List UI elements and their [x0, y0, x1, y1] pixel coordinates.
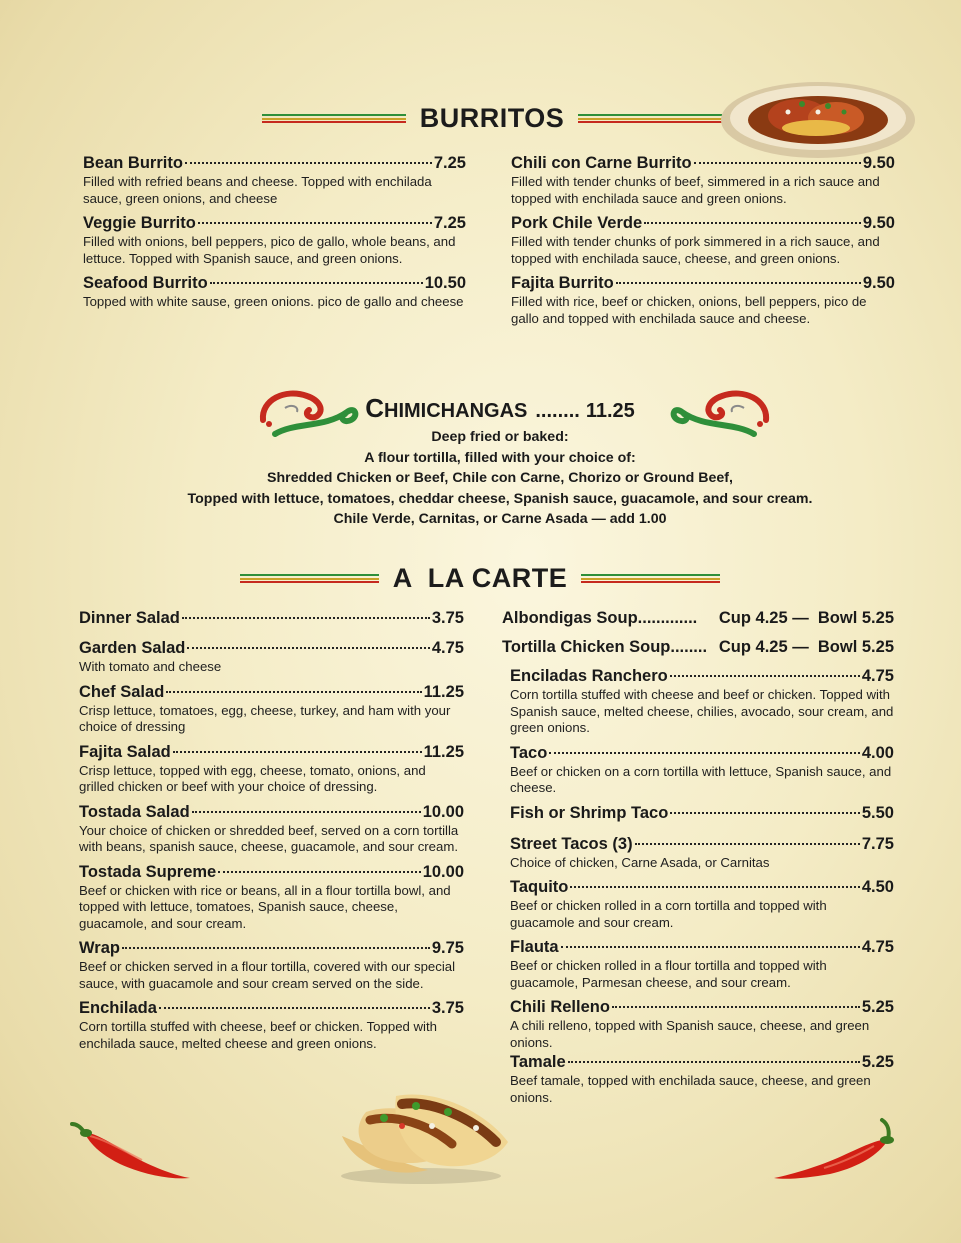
- menu-item-price: 5.25: [861, 998, 894, 1016]
- menu-item-name: Tortilla Chicken Soup: [502, 638, 671, 656]
- menu-item: [510, 666, 894, 737]
- menu-item-description: Beef or chicken served in a flour tortilla, covered with our special sauce, with guacamole and sour cream served on the side.: [79, 959, 456, 991]
- menu-item-name: Garden Salad: [79, 639, 186, 657]
- dot-leader: [670, 812, 860, 814]
- menu-item-name: Enchilada: [79, 999, 157, 1017]
- menu-item-description: Corn tortilla stuffed with cheese, beef or chicken. Topped with enchilada sauce, melted cheese and green onions.: [79, 1019, 437, 1051]
- tricolor-divider: [240, 574, 379, 583]
- dot-leader: [182, 617, 430, 619]
- tricolor-divider: [581, 574, 720, 583]
- dot-leader: [210, 282, 423, 284]
- dot-leader: [185, 162, 432, 164]
- menu-item-name: Enciladas Ranchero: [510, 667, 668, 685]
- menu-item: [510, 803, 894, 823]
- menu-item-name: Tostada Salad: [79, 802, 190, 821]
- chimichangas-line: Chile Verde, Carnitas, or Carne Asada — add 1.00: [333, 511, 667, 527]
- menu-item: [510, 743, 894, 797]
- menu-item-price: 3.75: [431, 999, 464, 1017]
- menu-item: [510, 877, 894, 931]
- menu-item-price: 7.25: [433, 214, 466, 232]
- menu-item-name: Tostada Supreme: [79, 862, 217, 881]
- menu-item: [510, 937, 894, 991]
- dot-leader: [173, 751, 422, 753]
- dot-leader: [644, 222, 861, 224]
- dot-leader: [570, 886, 860, 888]
- menu-item-price: 7.25: [433, 154, 466, 172]
- menu-item: [83, 153, 466, 207]
- menu-item-price: 5.50: [861, 803, 894, 822]
- chimichangas-description: [160, 427, 840, 530]
- menu-item-name: Fish or Shrimp Taco: [510, 803, 669, 822]
- menu-item-name: Dinner Salad: [79, 609, 180, 627]
- menu-item-description: Choice of chicken, Carne Asada, or Carnitas: [510, 854, 770, 870]
- menu-item: [511, 153, 895, 207]
- enchilada-plate-image: [718, 72, 918, 162]
- dot-leader: [549, 752, 860, 754]
- menu-item-name: Fajita Burrito: [511, 274, 614, 292]
- menu-item: [510, 997, 894, 1051]
- menu-item-price: 5.25: [861, 1053, 894, 1071]
- menu-item-price: 10.00: [422, 862, 464, 881]
- menu-item: [79, 608, 464, 628]
- dot-leader: [192, 811, 421, 813]
- chimichangas-line: A flour tortilla, filled with your choice of:: [364, 449, 636, 466]
- menu-item-price: Cup 4.25 — Bowl 5.25: [718, 638, 894, 656]
- chimichangas-line: Shredded Chicken or Beef, Chile con Carne, Chorizo or Ground Beef,: [267, 470, 733, 486]
- menu-item-description: Filled with tender chunks of beef, simmered in a rich sauce and topped with enchilada sauce and green onions.: [511, 174, 880, 206]
- menu-item-description: Topped with white sause, green onions. pico de gallo and cheese: [83, 294, 464, 309]
- dot-leader: [166, 691, 421, 693]
- menu-item-price: 11.25: [423, 682, 464, 701]
- menu-item-description: Filled with onions, bell peppers, pico de gallo, whole beans, and lettuce. Topped with Spanish sauce, and green onions.: [83, 234, 456, 266]
- a-la-carte-title: A LA CARTE: [392, 563, 568, 593]
- soup-item: [502, 608, 894, 628]
- menu-item-price: 4.75: [431, 639, 464, 657]
- menu-item-description: Filled with refried beans and cheese. Topped with enchilada sauce, green onions, and cheese: [83, 174, 432, 206]
- menu-item-name: Wrap: [79, 939, 120, 957]
- chimichangas-line: Deep fried or baked:: [431, 429, 569, 445]
- dot-leader: [122, 947, 430, 949]
- menu-item: [79, 998, 464, 1052]
- menu-item-description: Crisp lettuce, topped with egg, cheese, tomato, onions, and grilled chicken or beef with your choice of dressing.: [79, 762, 426, 794]
- menu-item-price: 11.25: [423, 742, 464, 761]
- menu-item-description: Your choice of chicken or shredded beef, served on a corn tortilla with beans, spanish sauce, cheese, guacamole, and sour cream.: [79, 822, 459, 854]
- menu-item: [510, 1052, 894, 1106]
- menu-item-description: Beef or chicken with rice or beans, all in a flour tortilla bowl, and topped with lettuce, tomatoes, Spanish sauce, cheese, guacamole, and sour cream.: [79, 882, 451, 931]
- menu-item-price: 10.50: [424, 274, 466, 292]
- chimichangas-dots: ........: [535, 400, 580, 422]
- menu-item-price: 7.75: [861, 834, 894, 853]
- burritos-heading: [262, 103, 722, 134]
- menu-item: [510, 834, 894, 872]
- menu-item-description: Corn tortilla stuffed with cheese and beef or chicken. Topped with Spanish sauce, melted cheese, chilies, avocado, sour cream, and green onions.: [510, 687, 894, 735]
- menu-item: [83, 213, 466, 267]
- dot-leader: [612, 1006, 860, 1008]
- tacos-image: [336, 1082, 514, 1184]
- chili-pepper-left-image: [70, 1118, 195, 1182]
- menu-item-description: With tomato and cheese: [79, 659, 222, 674]
- menu-item-price: 9.50: [862, 274, 895, 292]
- menu-item-description: Filled with rice, beef or chicken, onions, bell peppers, pico de gallo and topped with enchilada sauce and cheese.: [511, 294, 867, 326]
- dot-leader: [670, 675, 860, 677]
- menu-item-name: Bean Burrito: [83, 154, 183, 172]
- burritos-right-column: [511, 153, 895, 333]
- chili-pepper-right-image: [770, 1116, 906, 1186]
- menu-item-description: Beef or chicken on a corn tortilla with lettuce, Spanish sauce, and cheese.: [510, 763, 892, 795]
- tricolor-divider: [578, 114, 722, 123]
- menu-item-name: Chili con Carne Burrito: [511, 154, 692, 172]
- dot-leader: [616, 282, 861, 284]
- menu-item-price: 9.75: [431, 939, 464, 957]
- menu-item: [79, 862, 464, 933]
- menu-item-price: 4.50: [861, 878, 894, 896]
- chimichangas-line: Topped with lettuce, tomatoes, cheddar cheese, Spanish sauce, guacamole, and sour cream.: [187, 490, 813, 507]
- tricolor-divider: [262, 114, 406, 123]
- menu-item-name: Chili Relleno: [510, 998, 610, 1016]
- soup-dots: ........: [670, 638, 708, 656]
- dot-leader: [635, 843, 860, 845]
- dot-leader: [159, 1007, 430, 1009]
- chimichangas-price: 11.25: [585, 400, 635, 422]
- menu-item-description: Beef tamale, topped with enchilada sauce, cheese, and green onions.: [510, 1073, 871, 1105]
- chimichangas-section: [160, 393, 840, 530]
- menu-item: [511, 213, 895, 267]
- menu-item-price: Cup 4.25 — Bowl 5.25: [718, 609, 894, 627]
- menu-item-name: Tamale: [510, 1053, 566, 1071]
- soup-dots: .............: [637, 609, 698, 627]
- chimichangas-title: HIMICHANGAS: [384, 400, 528, 422]
- menu-item-price: 10.00: [422, 802, 464, 821]
- menu-item-description: A chili relleno, topped with Spanish sauce, cheese, and green onions.: [510, 1018, 870, 1050]
- soup-item: [502, 637, 894, 657]
- burritos-title: BURRITOS: [419, 103, 565, 133]
- menu-item-name: Fajita Salad: [79, 742, 171, 761]
- menu-item-name: Flauta: [510, 938, 559, 956]
- a-la-carte-left-column: [79, 608, 464, 1058]
- dot-leader: [187, 647, 430, 649]
- burritos-left-column: [83, 153, 466, 317]
- menu-item: [79, 742, 464, 796]
- dot-leader: [198, 222, 432, 224]
- dot-leader: [561, 946, 860, 948]
- menu-item-name: Chef Salad: [79, 682, 165, 701]
- menu-item-price: 9.50: [862, 154, 895, 172]
- menu-item-description: Beef or chicken rolled in a flour tortilla and topped with guacamole, Parmesan cheese, and sour cream.: [510, 958, 827, 990]
- a-la-carte-right-column: [502, 608, 894, 1112]
- menu-item: [79, 938, 464, 992]
- menu-item-description: Filled with tender chunks of pork simmered in a rich sauce, and topped with enchilada sauce, cheese, and green onions.: [511, 234, 880, 266]
- menu-item-price: 9.50: [862, 214, 895, 232]
- menu-item-name: Seafood Burrito: [83, 274, 208, 292]
- menu-item-price: 4.75: [861, 938, 894, 956]
- chimichangas-first-letter: C: [365, 393, 385, 423]
- a-la-carte-heading: [240, 563, 720, 594]
- dot-leader: [218, 871, 420, 873]
- menu-item-description: Beef or chicken rolled in a corn tortilla and topped with guacamole and sour cream.: [510, 898, 827, 930]
- menu-item-name: Albondigas Soup: [502, 609, 638, 627]
- dot-leader: [568, 1061, 860, 1063]
- menu-item-price: 3.75: [431, 609, 464, 627]
- chimichangas-heading: [160, 393, 840, 424]
- menu-item-price: 4.75: [861, 667, 894, 685]
- menu-item: [83, 273, 466, 311]
- dot-leader: [694, 162, 861, 164]
- menu-item: [511, 273, 895, 327]
- menu-item-name: Veggie Burrito: [83, 214, 196, 232]
- menu-item-name: Pork Chile Verde: [511, 214, 643, 232]
- menu-item-price: 4.00: [861, 743, 894, 762]
- menu-item-description: Crisp lettuce, tomatoes, egg, cheese, turkey, and ham with your choice of dressing: [79, 702, 451, 734]
- menu-item: [79, 682, 464, 736]
- menu-item: [79, 638, 464, 676]
- menu-item-name: Taco: [510, 743, 548, 762]
- menu-item-name: Taquito: [510, 878, 569, 896]
- menu-item: [79, 802, 464, 856]
- menu-item-name: Street Tacos (3): [510, 834, 633, 853]
